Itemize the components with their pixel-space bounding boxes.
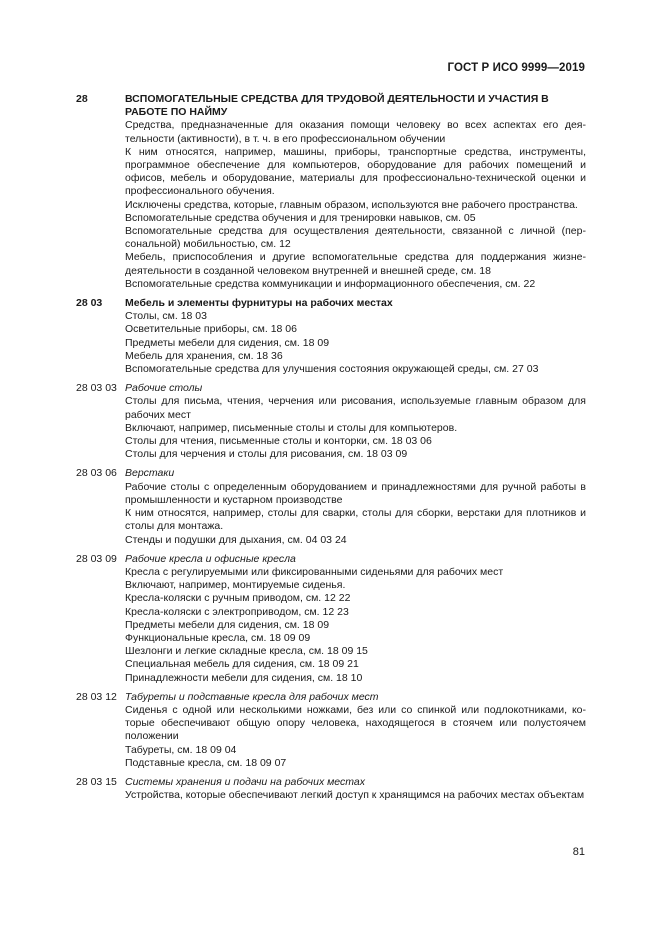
entry-text: Принадлежности мебели для сидения, см. 18 10 — [125, 671, 363, 684]
entry-title: Табуреты и подставные кресла для рабочих мест — [125, 690, 379, 703]
entry-title: ВСПОМОГАТЕЛЬНЫЕ СРЕДСТВА ДЛЯ ТРУДОВОЙ ДЕЯТЕЛЬНОСТИ И УЧАСТИЯ В РАБОТЕ ПО НАЙМУ — [125, 93, 549, 119]
entry-code: 28 — [76, 93, 88, 105]
entry-text: Столы, см. 18 03 — [125, 310, 207, 323]
entry-text: Вспомогательные средства для улучшения состояния окружающей среды, см. 27 03 — [125, 363, 539, 376]
entry-code: 28 03 — [76, 297, 103, 310]
entry-text: Средства, предназначенные для оказания помощи человеку во всех аспектах его деятельности (активности), в т. ч. в его профессиональном обучении — [125, 119, 586, 145]
document-header: ГОСТ Р ИСО 9999—2019 — [447, 62, 585, 74]
entry-text: Столы для чтения, письменные столы и конторки, см. 18 03 06 — [125, 435, 432, 448]
entry-text: Устройства, которые обеспечивают легкий доступ к хранящимся на рабочих местах объектам — [125, 789, 585, 802]
entry-text: Мебель для хранения, см. 18 36 — [125, 349, 283, 362]
classification-entry — [76, 297, 586, 376]
entry-title: Системы хранения и подачи на рабочих местах — [125, 775, 365, 788]
entry-title: Мебель и элементы фурнитуры на рабочих местах — [125, 297, 393, 310]
entry-text: К ним относятся, например, машины, приборы, транспортные средства, инструменты, программное обеспечение для компьютеров, оборудование для рабочих помещений и офисов, мебель и оборудование, материалы для профессионально-технической оценки и профессионального обучения. — [125, 145, 586, 198]
entry-text: Включают, например, письменные столы и столы для компьютеров. — [125, 421, 458, 434]
entry-text: Осветительные приборы, см. 18 06 — [125, 323, 297, 336]
entry-body — [125, 553, 586, 685]
classification-entry — [76, 467, 586, 546]
entry-text: Сиденья с одной или несколькими ножками, без или со спинкой или подлокотниками, которые обеспечивают общую опору человека, находящегося в стоячем или полустоячем положении — [125, 703, 586, 743]
entry-title: Верстаки — [125, 467, 175, 480]
entry-title: Рабочие кресла и офисные кресла — [125, 552, 296, 565]
classification-entry — [76, 553, 586, 685]
entry-title: Рабочие столы — [125, 382, 203, 395]
page-number: 81 — [572, 846, 585, 858]
entry-text: Вспомогательные средства коммуникации и информационного обеспечения, см. 22 — [125, 277, 536, 290]
entry-text: Вспомогательные средства для осуществления деятельности, связанной с личной (персональной) мобильностью, см. 12 — [125, 225, 586, 251]
classification-entry — [76, 382, 586, 461]
entry-text: Стенды и подушки для дыхания, см. 04 03 24 — [125, 533, 347, 546]
entry-code: 28 03 12 — [76, 690, 117, 703]
entry-code: 28 03 06 — [76, 467, 117, 480]
entry-text: Столы для письма, чтения, черчения или рисования, используемые главным образом для рабочих мест — [125, 395, 586, 421]
classification-entry — [76, 776, 586, 802]
entry-text: Табуреты, см. 18 09 04 — [125, 743, 237, 756]
entry-body — [125, 691, 586, 770]
entry-text: Кресла с регулируемыми или фиксированными сиденьями для рабочих мест — [125, 565, 504, 578]
entry-body — [125, 776, 586, 802]
entry-text: Шезлонги и легкие складные кресла, см. 18 09 15 — [125, 645, 368, 658]
entry-body — [125, 382, 586, 461]
classification-entry — [76, 691, 586, 770]
entry-body — [125, 297, 586, 376]
entry-body — [125, 467, 586, 546]
entry-text: Мебель, приспособления и другие вспомогательные средства для поддержания жизнедеятельности в созданной человеком внутренней и внешней среде, см. 18 — [125, 251, 586, 277]
entry-text: Специальная мебель для сидения, см. 18 09 21 — [125, 658, 359, 671]
entry-code: 28 03 15 — [76, 775, 117, 788]
entry-text: Вспомогательные средства обучения и для тренировки навыков, см. 05 — [125, 211, 476, 224]
entry-text: Подставные кресла, см. 18 09 07 — [125, 756, 287, 769]
entry-text: Включают, например, монтируемые сиденья. — [125, 579, 346, 592]
entry-body — [125, 93, 586, 291]
entry-text: Функциональные кресла, см. 18 09 09 — [125, 631, 311, 644]
entry-text: Кресла-коляски с электроприводом, см. 12 23 — [125, 605, 349, 618]
entry-code: 28 03 03 — [76, 382, 117, 395]
entry-text: Столы для черчения и столы для рисования, см. 18 03 09 — [125, 448, 408, 461]
classification-content — [76, 93, 586, 808]
entry-text: Предметы мебели для сидения, см. 18 09 — [125, 618, 330, 631]
entry-text: Кресла-коляски с ручным приводом, см. 12 22 — [125, 592, 351, 605]
entry-text: Рабочие столы с определенным оборудованием и принадлежностями для ручной работы в промышленности и кустарном производстве — [125, 480, 586, 506]
entry-text: Предметы мебели для сидения, см. 18 09 — [125, 336, 330, 349]
entry-text: К ним относятся, например, столы для сварки, столы для сборки, верстаки для плотников и столы для монтажа. — [125, 507, 586, 533]
entry-text: Исключены средства, которые, главным образом, используются вне рабочего пространства. — [125, 198, 578, 211]
entry-code: 28 03 09 — [76, 552, 117, 565]
classification-entry — [76, 93, 586, 291]
